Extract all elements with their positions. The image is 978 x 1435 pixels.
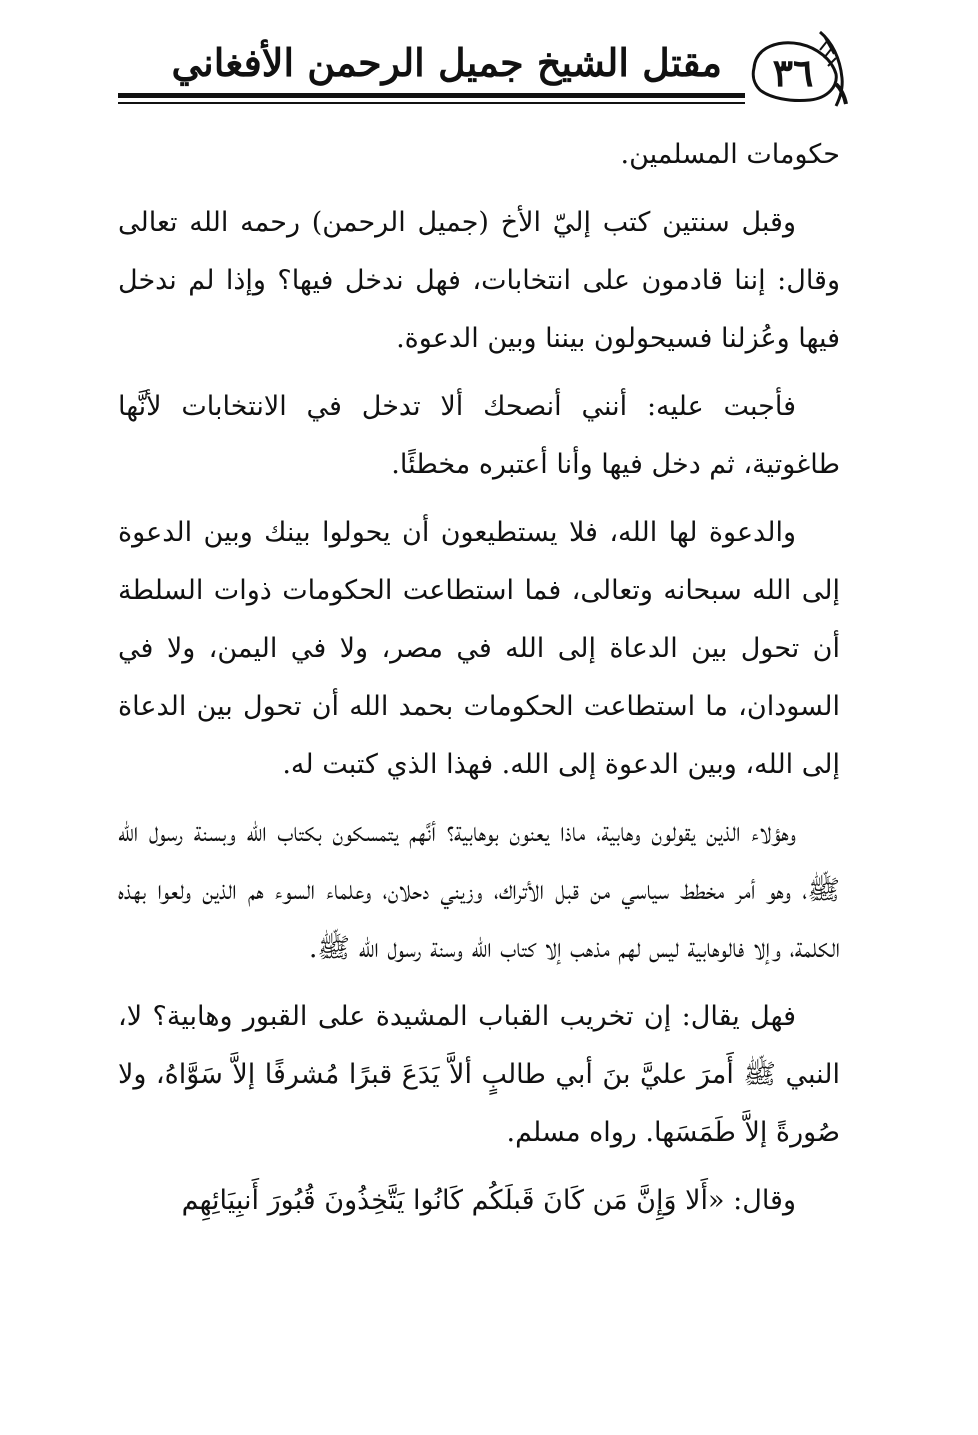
page-number: ٣٦ [772, 50, 814, 95]
paragraph: وقبل سنتين كتب إليّ الأخ (جميل الرحمن) رحمه الله تعالى وقال: إننا قادمون على انتخابات، فهل ندخل فيها؟ وإذا لم ندخل فيها وعُزلنا فسيحولون بيننا وبين الدعوة. [118, 207, 840, 354]
paragraph: وقال: «أَلا وَإِنَّ مَن كَانَ قَبلَكُم كَانُوا يَتَّخِذُونَ قُبُورَ أَنبِيَائِهِم [181, 1185, 796, 1216]
page-number-emblem [740, 28, 850, 108]
paragraph: فهل يقال: إن تخريب القباب المشيدة على القبور وهابية؟ لا، النبي ﷺ أَمرَ عليَّ بنَ أبي طالبٍ ألاَّ يَدَعَ قبرًا مُشرفًا إلاَّ سَوَّاهُ، ولا صُورةً إلاَّ طَمَسَها. رواه مسلم. [118, 1001, 840, 1148]
header-rule-thick [118, 93, 745, 98]
paragraph: والدعوة لها الله، فلا يستطيعون أن يحولوا بينك وبين الدعوة إلى الله سبحانه وتعالى، فما استطاعت الحكومات ذوات السلطة أن تحول بين الدعاة إلى الله في مصر، ولا في اليمن، ولا في السودان، ما استطاعت الحكومات بحمد الله أن تحول بين الدعاة إلى الله، وبين الدعوة إلى الله. فهذا الذي كتبت له. [118, 517, 840, 780]
running-title: مقتل الشيخ جميل الرحمن الأفغاني [171, 40, 722, 85]
page-header [118, 28, 850, 108]
body-text [118, 126, 840, 1240]
paragraph: فأجبت عليه: أنني أنصحك ألا تدخل في الانتخابات لأنَّها طاغوتية، ثم دخل فيها وأنا أعتبره مخطئًا. [118, 391, 840, 480]
paragraph: وهؤلاء الذين يقولون وهابية، ماذا يعنون بوهابية؟ أنَّهم يتمسكون بكتاب الله وبسنة رسول الله ﷺ، وهو أمر مخطط سياسي من قبل الأتراك، وزيني دحلان، وعلماء السوء هم الذين ولعوا بهذه الكلمة، وإلا فالوهابية ليس لهم مذهب إلا كتاب الله وسنة رسول الله ﷺ. [118, 817, 840, 964]
header-rule-thin [118, 102, 745, 104]
paragraph: حكومات المسلمين. [620, 139, 840, 170]
